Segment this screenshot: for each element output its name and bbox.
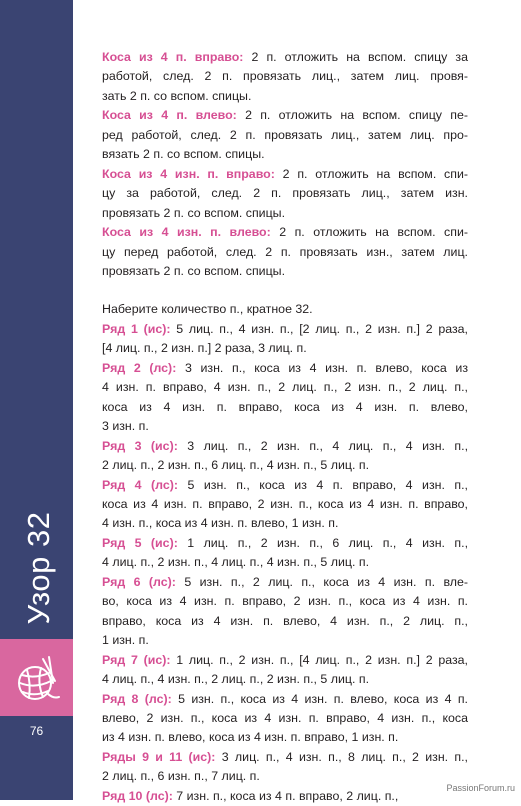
row-instruction: Ряд 8 (лс): 5 изн. п., коса из 4 изн. п. влево, коса из 4 п. влево, 2 изн. п., коса из 4 изн. п. вправо, 4 изн. п., коса из 4 изн. п. влево, коса из 4 изн. п. вправо, 1 изн. п. <box>102 691 468 745</box>
legend-item: Коса из 4 п. влево: 2 п. отложить на вспом. спицу пе- ред работой, след. 2 п. провязать лиц., затем лиц. про- вязать 2 п. со вспом. спицы. <box>102 108 468 162</box>
row-label: Ряд 2 (лс): <box>102 360 177 375</box>
row-label: Ряд 6 (лс): <box>102 574 176 589</box>
legend-item: Коса из 4 изн. п. влево: 2 п. отложить на вспом. спи- цу перед работой, след. 2 п. провязать изн., затем лиц. провязать 2 п. со вспом. спицы. <box>102 225 468 278</box>
row-label: Ряд 10 (лс): <box>102 788 173 803</box>
row-instruction: Ряд 5 (ис): 1 лиц. п., 2 изн. п., 6 лиц. п., 4 изн. п., 4 лиц. п., 2 изн. п., 4 лиц. п., 4 изн. п., 5 лиц. п. <box>102 535 469 570</box>
legend-item: Коса из 4 изн. п. вправо: 2 п. отложить на вспом. спи- цу за работой, след. 2 п. провязать лиц., затем изн. провязать 2 п. со вспом. спицы. <box>102 166 469 220</box>
legend-term: Коса из 4 изн. п. вправо: <box>102 166 275 181</box>
pattern-content <box>102 48 468 806</box>
legend-term: Коса из 4 п. влево: <box>102 108 237 123</box>
row-label: Ряд 3 (ис): <box>102 438 178 453</box>
legend-term: Коса из 4 п. вправо: <box>102 50 244 64</box>
row-label: Ряд 5 (ис): <box>102 535 178 550</box>
yarn-ball-icon <box>13 653 63 705</box>
legend-item: Коса из 4 п. вправо: 2 п. отложить на вспом. спицу за работой, след. 2 п. провязать лиц., затем лиц. провя- зать 2 п. со вспом. спицы. <box>102 50 468 103</box>
pattern-title: Узор 32 <box>21 511 56 625</box>
row-label: Ряд 7 (ис): <box>102 652 171 667</box>
row-label: Ряд 8 (лс): <box>102 691 172 706</box>
legend-term: Коса из 4 изн. п. влево: <box>102 225 271 240</box>
row-instruction: Ряды 9 и 11 (ис): 3 лиц. п., 4 изн. п., 8 лиц. п., 2 изн. п., 2 лиц. п., 6 изн. п., 7 лиц. п. <box>102 749 469 784</box>
row-instruction: Ряд 1 (ис): 5 лиц. п., 4 изн. п., [2 лиц. п., 2 изн. п.] 2 раза, [4 лиц. п., 2 изн. п.] 2 раза, 3 лиц. п. <box>102 321 468 356</box>
row-instruction: Ряд 10 (лс): 7 изн. п., коса из 4 п. вправо, 2 лиц. п., <box>102 788 399 803</box>
sidebar <box>0 0 73 800</box>
row-instruction: Ряд 2 (лс): 3 изн. п., коса из 4 изн. п. влево, коса из 4 изн. п. вправо, 4 изн. п., 2 лиц. п., 2 изн. п., 2 лиц. п., коса из 4 изн. п. вправо, коса из 4 изн. п. влево, 3 изн. п. <box>102 360 469 434</box>
row-label: Ряды 9 и 11 (ис): <box>102 749 216 764</box>
page-number: 76 <box>29 724 44 738</box>
row-instruction: Ряд 4 (лс): 5 изн. п., коса из 4 п. вправо, 4 изн. п., коса из 4 изн. п. вправо, 2 изн. п., коса из 4 изн. п. вправо, 4 изн. п., коса из 4 изн. п. влево, 1 изн. п. <box>102 477 468 531</box>
row-instruction: Ряд 3 (ис): 3 лиц. п., 2 изн. п., 4 лиц. п., 4 изн. п., 2 лиц. п., 2 изн. п., 6 лиц. п., 4 изн. п., 5 лиц. п. <box>102 438 469 473</box>
row-instruction: Ряд 7 (ис): 1 лиц. п., 2 изн. п., [4 лиц. п., 2 изн. п.] 2 раза, 4 лиц. п., 4 изн. п., 2 лиц. п., 2 изн. п., 5 лиц. п. <box>102 652 468 687</box>
row-instruction: Ряд 6 (лс): 5 изн. п., 2 лиц. п., коса из 4 изн. п. вле- во, коса из 4 изн. п. вправо, 2 изн. п., коса из 4 изн. п. вправо, коса из 4 изн. п. влево, 4 изн. п., 2 лиц. п., 1 изн. п. <box>102 574 468 648</box>
row-label: Ряд 1 (ис): <box>102 321 171 336</box>
watermark: PassionForum.ru <box>446 783 515 793</box>
intro-text: Наберите количество п., кратное 32. <box>102 302 313 317</box>
row-label: Ряд 4 (лс): <box>102 477 179 492</box>
